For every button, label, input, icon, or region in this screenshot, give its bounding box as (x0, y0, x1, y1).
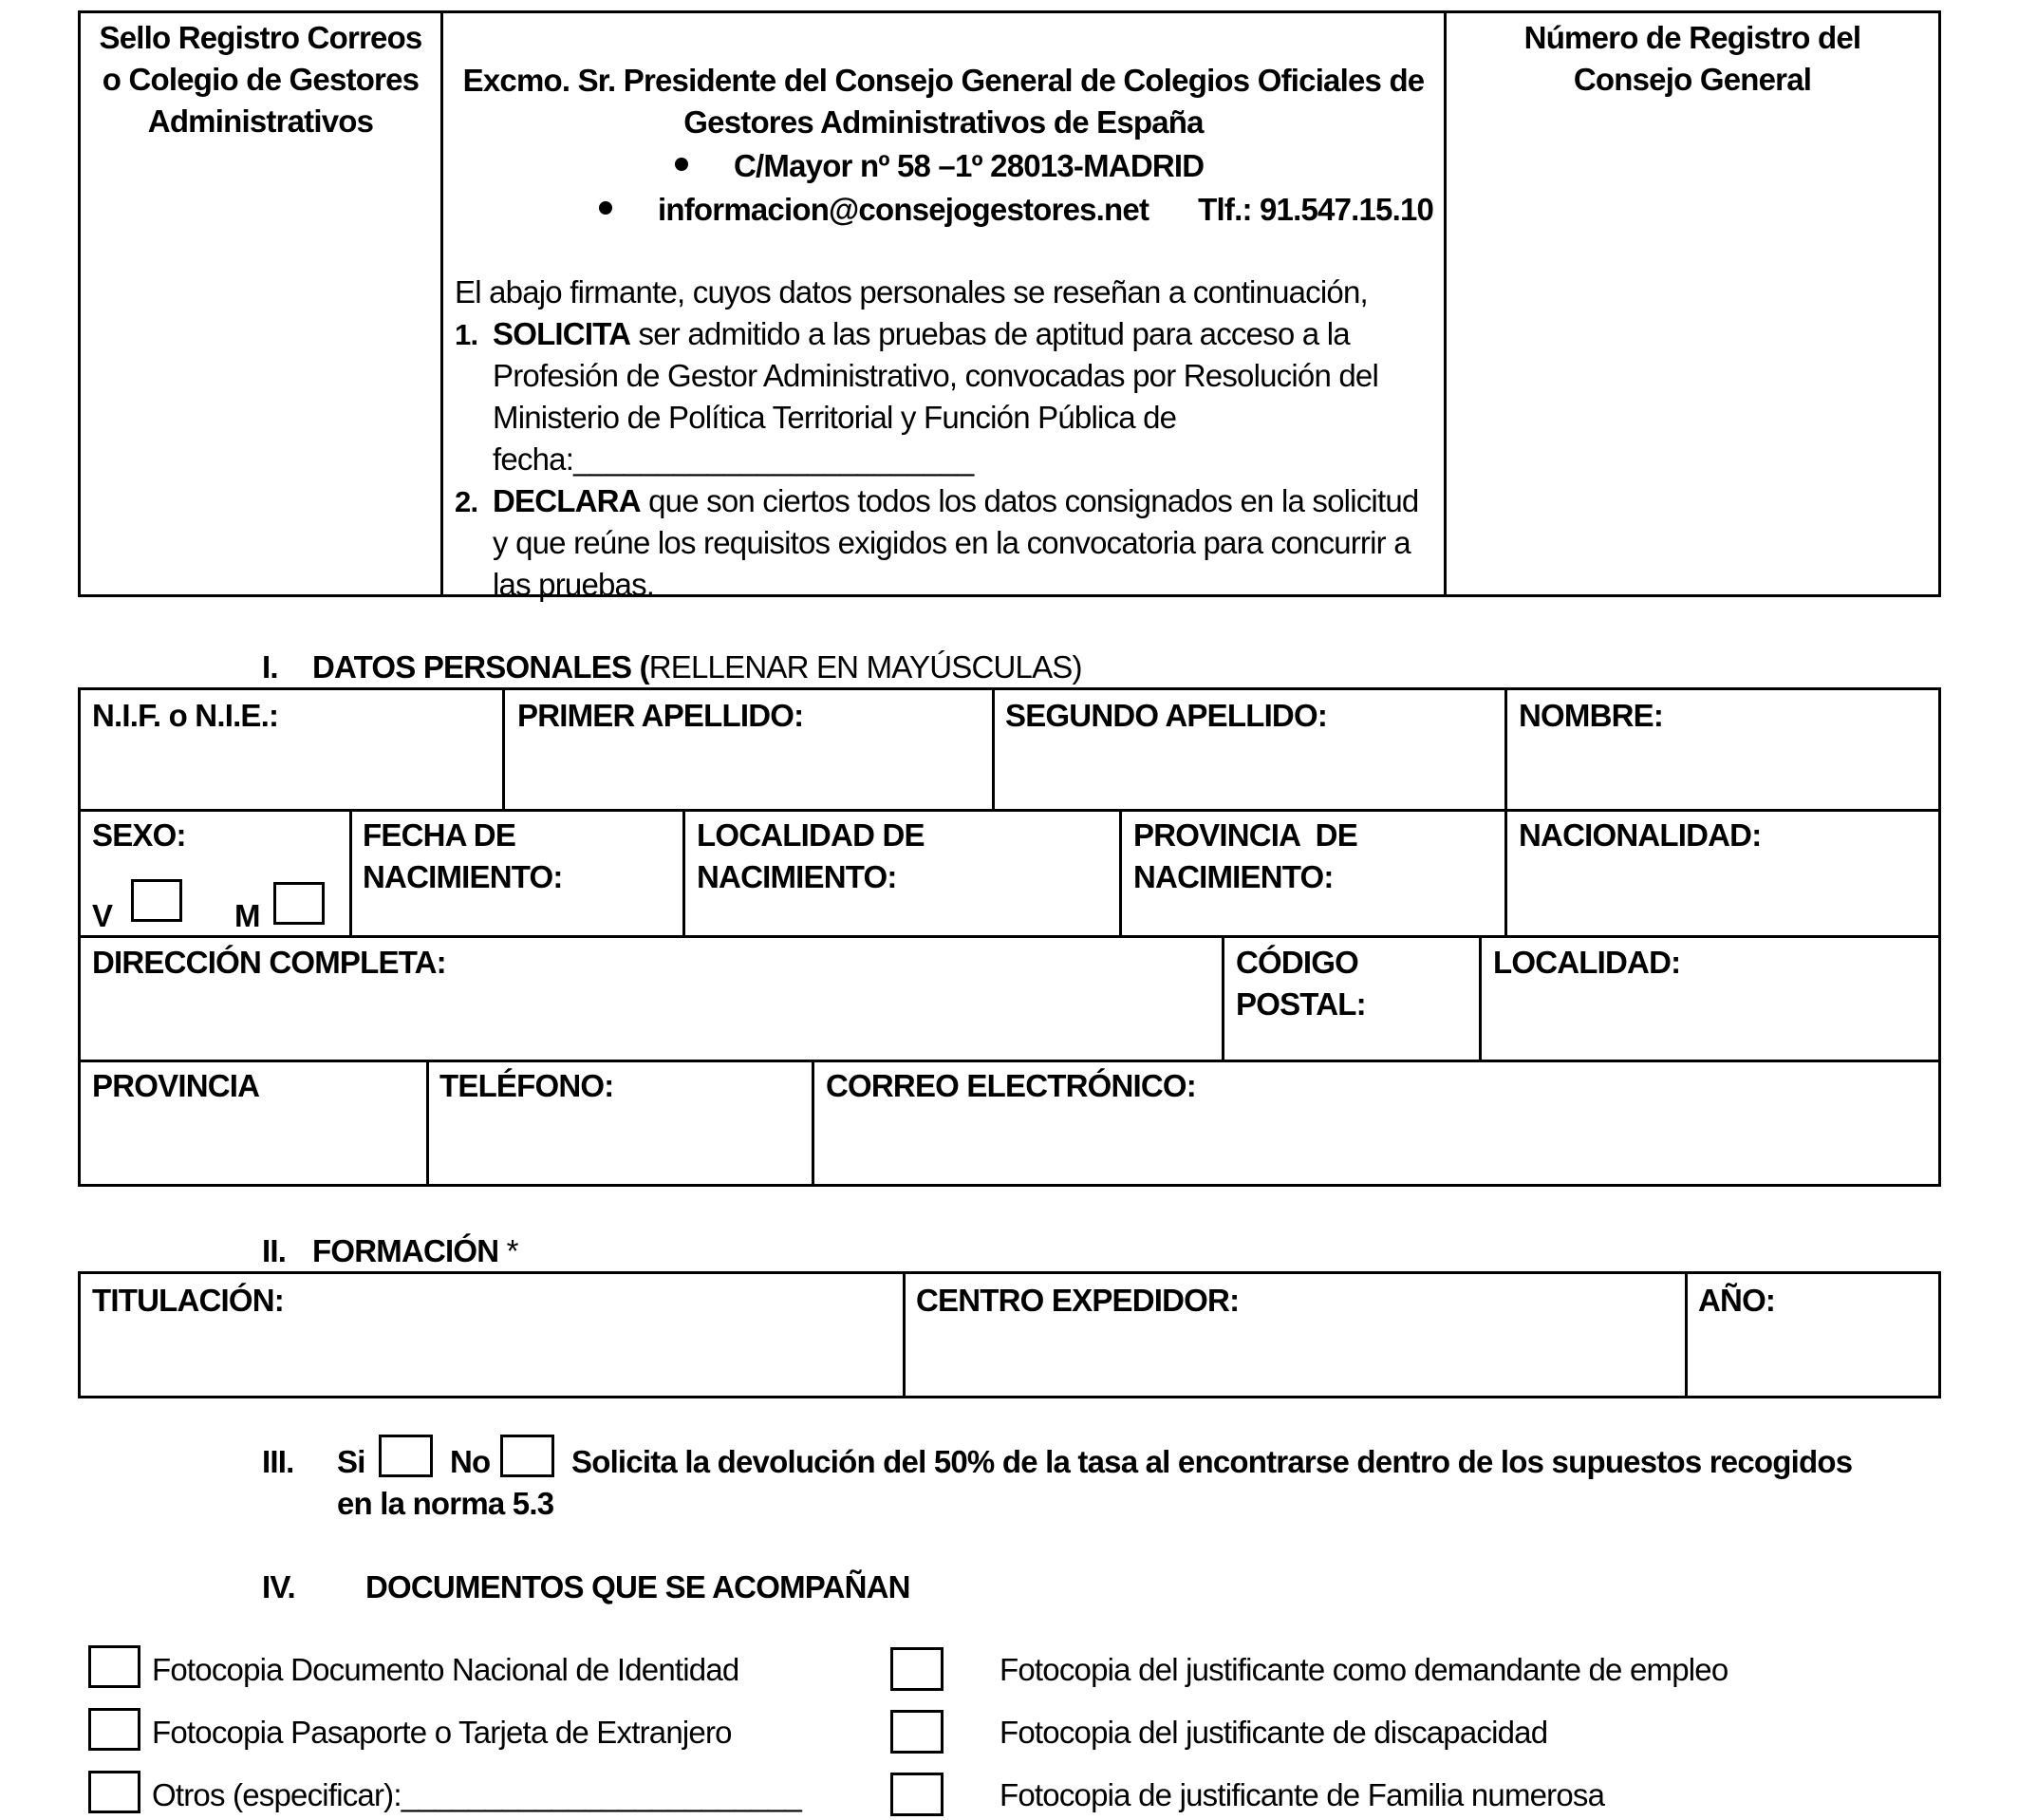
sexo-m-label: M (234, 898, 260, 933)
declara-text: que son ciertos todos los datos consignados en la solicitud (640, 483, 1419, 518)
addressee-line-2: Gestores Administrativos de España (683, 104, 1204, 140)
si-label: Si (337, 1444, 365, 1479)
sexo-v-checkbox[interactable] (131, 879, 182, 922)
fecha-nacimiento-label-2: NACIMIENTO: (363, 859, 563, 894)
bullet-icon (675, 158, 688, 171)
codigo-postal-label-2: POSTAL: (1236, 986, 1366, 1022)
doc-discapacidad-label: Fotocopia del justificante de discapacidad (1000, 1715, 1548, 1750)
titulacion-field[interactable]: TITULACIÓN: (92, 1283, 284, 1318)
addressee-line-1: Excmo. Sr. Presidente del Consejo General de Colegios Oficiales de (462, 63, 1425, 98)
sexo-v-label: V (92, 898, 113, 933)
doc-desempleo-label: Fotocopia del justificante como demandante de empleo (1000, 1652, 1728, 1687)
registry-line-1: Número de Registro del (1523, 20, 1861, 55)
section-2-asterisk: * (498, 1233, 518, 1268)
doc-otros-field[interactable]: Otros (especificar):________________________ (152, 1777, 802, 1812)
nif-field[interactable]: N.I.F. o N.I.E.: (92, 698, 279, 733)
email-text: informacion@consejogestores.net (658, 192, 1149, 227)
telefono-field[interactable]: TELÉFONO: (439, 1068, 614, 1103)
fecha-field[interactable]: fecha:________________________ (493, 441, 974, 477)
fecha-nacimiento-label-1: FECHA DE (363, 817, 516, 853)
section-4-title: DOCUMENTOS QUE SE ACOMPAÑAN (365, 1569, 910, 1604)
section-3-number: III. (262, 1444, 294, 1479)
localidad-field[interactable]: LOCALIDAD: (1493, 945, 1681, 980)
solicita-label: SOLICITA (493, 316, 631, 351)
declara-label: DECLARA (493, 483, 641, 518)
section-2-number: II. (262, 1233, 287, 1268)
solicita-text: ser admitido a las pruebas de aptitud para acceso a la (630, 316, 1350, 351)
refund-text-1: Solicita la devolución del 50% de la tasa al encontrarse dentro de los supuestos recogidos (571, 1444, 1853, 1479)
bullet-icon (599, 201, 612, 215)
primer-apellido-field[interactable]: PRIMER APELLIDO: (517, 698, 804, 733)
header-table (78, 10, 1941, 602)
declara-line-3: las pruebas. (493, 567, 655, 602)
sexo-label: SEXO: (92, 817, 186, 853)
item-number: 1. (455, 318, 478, 351)
doc-pasaporte-checkbox[interactable] (88, 1708, 140, 1751)
doc-familia-numerosa-checkbox[interactable] (890, 1773, 944, 1816)
address-line (675, 145, 1204, 187)
section-4-number: IV. (262, 1569, 295, 1604)
sexo-m-checkbox[interactable] (273, 882, 325, 925)
section-2-title: FORMACIÓN (312, 1233, 499, 1268)
intro-text: El abajo firmante, cuyos datos personales se reseñan a continuación, (455, 274, 1368, 310)
doc-dni-checkbox[interactable] (88, 1645, 140, 1688)
section-1-number: I. (262, 649, 278, 685)
contact-line (599, 189, 1433, 231)
section-1-title: DATOS PERSONALES ( (312, 649, 649, 685)
item-number: 2. (455, 485, 478, 518)
codigo-postal-field[interactable] (1236, 942, 1366, 1025)
provincia-nacimiento-label-1: PROVINCIA DE (1133, 817, 1357, 853)
section-2-heading (312, 1230, 518, 1272)
address-text: C/Mayor nº 58 –1º 28013-MADRID (734, 148, 1205, 183)
codigo-postal-label-1: CÓDIGO (1236, 945, 1359, 980)
section-1-note: RELLENAR EN MAYÚSCULAS) (648, 649, 1082, 685)
provincia-field[interactable]: PROVINCIA (92, 1068, 260, 1103)
formation-table (78, 1271, 1941, 1398)
declara-line-2: y que reúne los requisitos exigidos en la convocatoria para concurrir a (493, 525, 1411, 560)
direccion-field[interactable]: DIRECCIÓN COMPLETA: (92, 945, 446, 980)
stamp-line-1: Sello Registro Correos (99, 20, 422, 55)
doc-familia-numerosa-label: Fotocopia de justificante de Familia numerosa (1000, 1777, 1605, 1812)
solicita-line-2: Profesión de Gestor Administrativo, convocadas por Resolución del (493, 358, 1379, 393)
doc-discapacidad-checkbox[interactable] (890, 1710, 944, 1754)
nacionalidad-field[interactable]: NACIONALIDAD: (1519, 817, 1762, 853)
anio-field[interactable]: AÑO: (1698, 1283, 1776, 1318)
provincia-nacimiento-field[interactable] (1133, 815, 1357, 898)
provincia-nacimiento-label-2: NACIMIENTO: (1133, 859, 1334, 894)
doc-otros-checkbox[interactable] (88, 1771, 140, 1813)
correo-field[interactable]: CORREO ELECTRÓNICO: (826, 1068, 1196, 1103)
stamp-line-3: Administrativos (147, 103, 374, 139)
doc-pasaporte-label: Fotocopia Pasaporte o Tarjeta de Extranjero (152, 1715, 732, 1750)
fecha-nacimiento-field[interactable] (363, 815, 563, 898)
addressee-cell (443, 13, 1447, 602)
doc-desempleo-checkbox[interactable] (890, 1647, 944, 1691)
localidad-nacimiento-label-2: NACIMIENTO: (697, 859, 897, 894)
registry-number-cell[interactable] (1447, 13, 1938, 598)
doc-dni-label: Fotocopia Documento Nacional de Identidad (152, 1652, 739, 1687)
section-1-heading (312, 647, 1082, 688)
no-checkbox[interactable] (500, 1435, 554, 1477)
centro-expedidor-field[interactable]: CENTRO EXPEDIDOR: (916, 1283, 1240, 1318)
refund-text-2: en la norma 5.3 (337, 1486, 554, 1521)
no-label: No (450, 1444, 491, 1479)
segundo-apellido-field[interactable]: SEGUNDO APELLIDO: (1005, 698, 1328, 733)
si-checkbox[interactable] (379, 1435, 433, 1477)
phone-text: Tlf.: 91.547.15.10 (1198, 192, 1434, 227)
stamp-cell (81, 13, 443, 594)
registry-line-2: Consejo General (1573, 62, 1812, 97)
personal-data-table (78, 687, 1941, 1187)
nombre-field[interactable]: NOMBRE: (1519, 698, 1664, 733)
stamp-line-2: o Colegio de Gestores (102, 62, 420, 97)
solicita-line-3: Ministerio de Política Territorial y Función Pública de (493, 400, 1177, 435)
localidad-nacimiento-field[interactable] (697, 815, 925, 898)
localidad-nacimiento-label-1: LOCALIDAD DE (697, 817, 925, 853)
